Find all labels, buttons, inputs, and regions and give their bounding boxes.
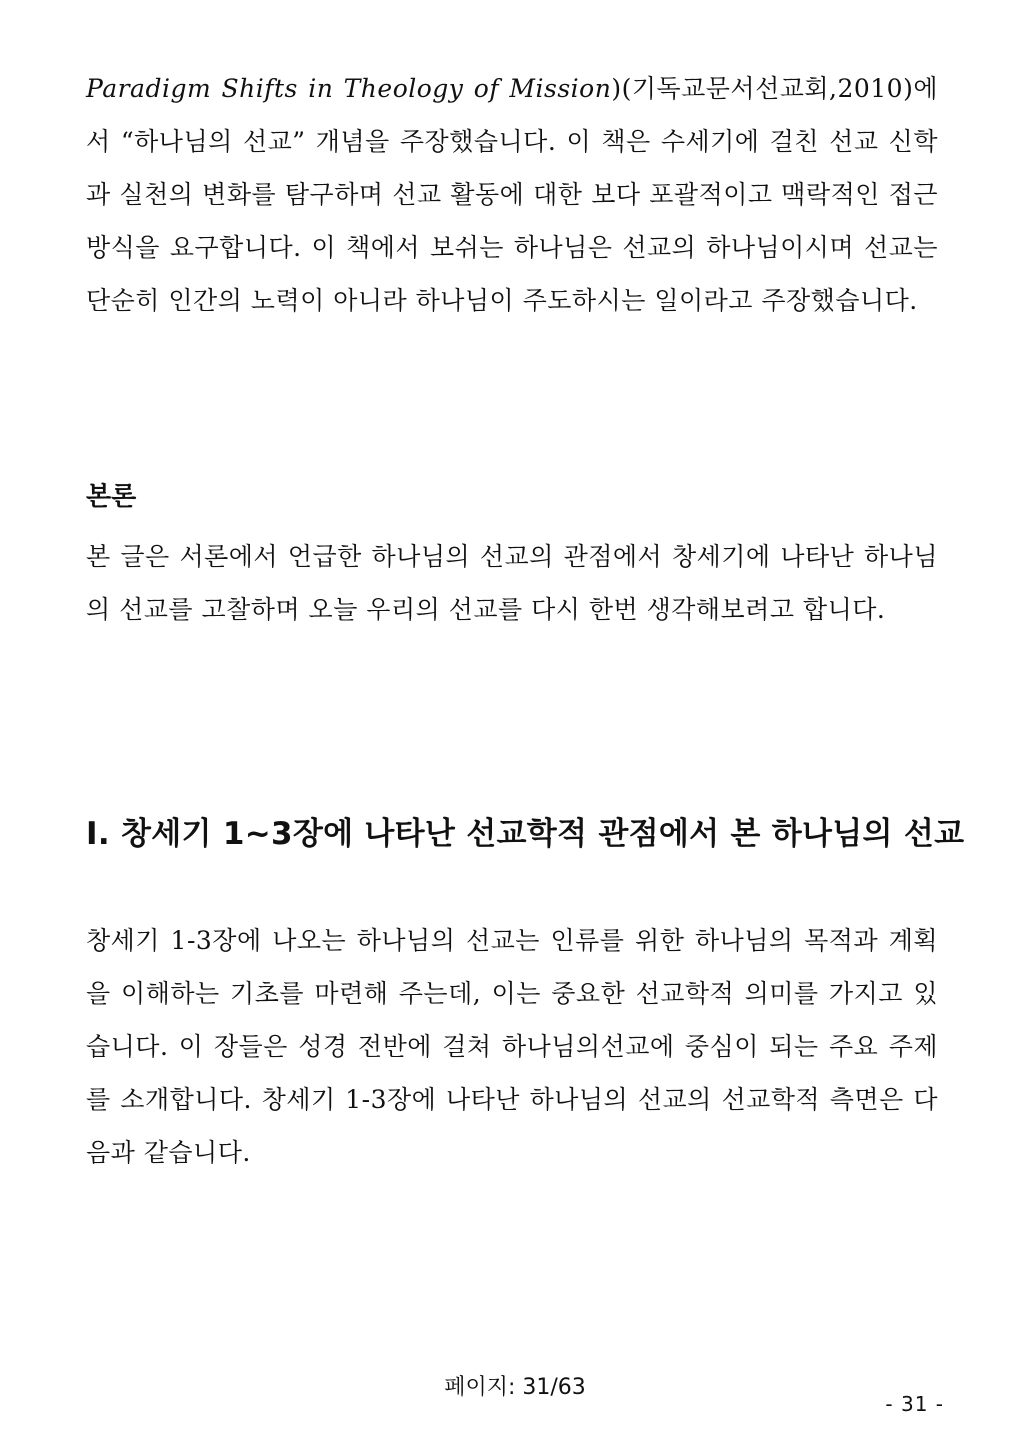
paragraph-intro-text: )(기독교문서선교회,2010)에서 “하나님의 선교” 개념을 주장했습니다. 이 책은 수세기에 걸친 선교 신학과 실천의 변화를 탐구하며 선교 활동에 대한 보다 포괄적이고 맥락적인 접근 방식을 요구합니다. 이 책에서 보쉬는 하나님은 선교의 하나님이시며 선교는 단순히 인간의 노력이 아니라 하나님이 주도하시는 일이라고 주장했습니다.: [86, 74, 938, 315]
section-heading-bonron: 본론: [86, 482, 137, 512]
book-title: Paradigm Shifts in Theology of Mission: [86, 74, 612, 103]
paragraph-intro-continued: [86, 62, 938, 327]
chapter-heading: I. 창세기 1~3장에 나타난 선교학적 관점에서 본 하나님의 선교: [86, 816, 965, 852]
paragraph-chapter-intro: 창세기 1-3장에 나오는 하나님의 선교는 인류를 위한 하나님의 목적과 계획을 이해하는 기초를 마련해 주는데, 이는 중요한 선교학적 의미를 가지고 있습니다. 이 장들은 성경 전반에 걸쳐 하나님의선교에 중심이 되는 주요 주제를 소개합니다. 창세기 1-3장에 나타난 하나님의 선교의 선교학적 측면은 다음과 같습니다.: [86, 926, 938, 1167]
page-number: - 31 -: [885, 1392, 944, 1416]
page-indicator: 페이지: 31/63: [444, 1375, 586, 1400]
paragraph-bonron: 본 글은 서론에서 언급한 하나님의 선교의 관점에서 창세기에 나타난 하나님의 선교를 고찰하며 오늘 우리의 선교를 다시 한번 생각해보려고 합니다.: [86, 542, 938, 624]
